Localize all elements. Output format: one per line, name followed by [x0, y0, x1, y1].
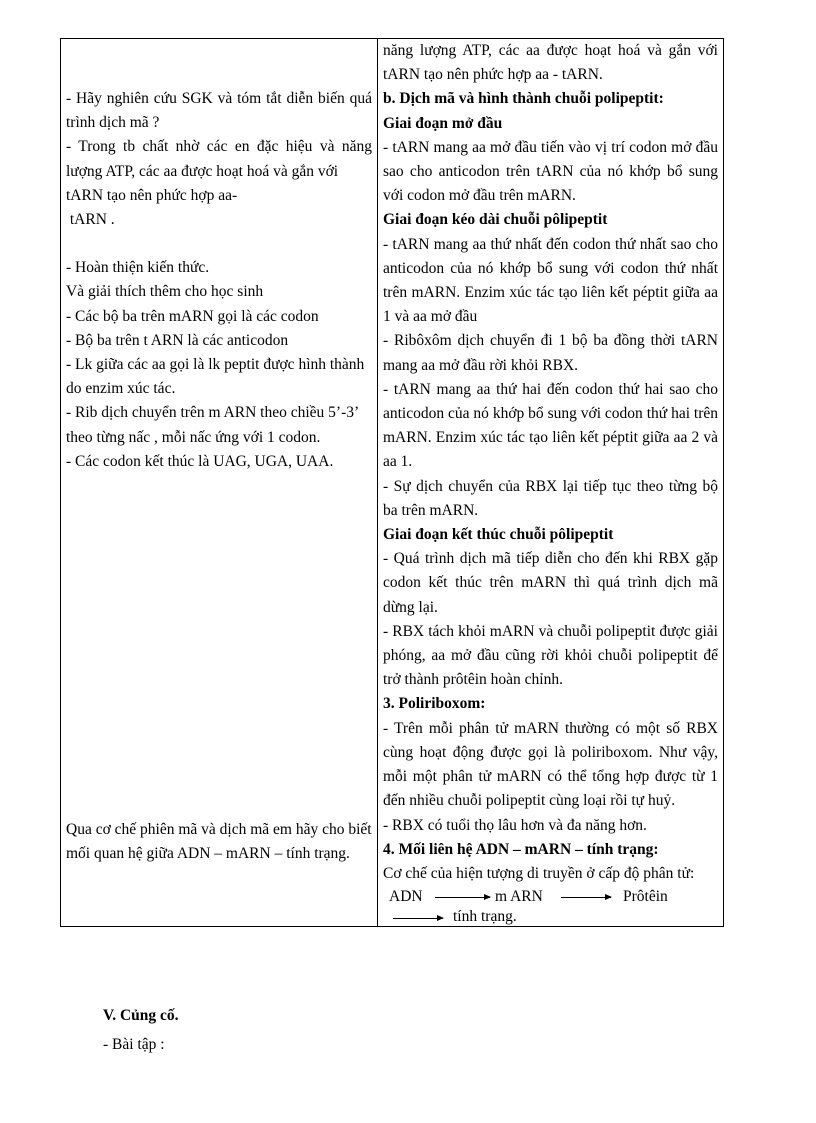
note-item: - Các bộ ba trên mARN gọi là các codon: [66, 307, 319, 325]
section3-heading: 3. Poliriboxom:: [383, 695, 486, 713]
flow-trait: tính trạng.: [453, 908, 517, 926]
flow-adn: ADN: [389, 888, 423, 906]
knowledge-column: [378, 39, 724, 927]
note-item: - Rib dịch chuyển trên m ARN theo chiều 5’-3’ theo từng nấc , mỗi nấc ứng với 1 codon.: [66, 404, 358, 446]
lesson-table: [60, 38, 724, 927]
note-item: - Lk giữa các aa gọi là lk peptit được hình thành do enzim xúc tác.: [66, 356, 365, 398]
stage1-text: - tARN mang aa mở đầu tiến vào vị trí codon mở đầu sao cho anticodon trên tARN của nó khớp bổ sung với codon mở đầu trên mARN.: [383, 138, 718, 205]
flow-marn: m ARN: [495, 888, 543, 906]
note-trna-line1: tARN tạo nên phức hợp aa-: [66, 186, 238, 204]
section3-item: - RBX có tuổi thọ lâu hơn và đa năng hơn.: [383, 816, 647, 834]
note-item: - Hoàn thiện kiến thức.: [66, 259, 210, 277]
note-trong-tb: - Trong tb chất nhờ các en đặc hiệu và năng lượng ATP, các aa được hoạt hoá và gắn với: [66, 138, 372, 180]
stage3-heading: Giai đoạn kết thúc chuỗi pôlipeptit: [383, 526, 614, 544]
note-item: Và giải thích thêm cho học sinh: [66, 283, 264, 301]
stage2-item: - tARN mang aa thứ nhất đến codon thứ nhất sao cho anticodon của nó khớp bổ sung với codon thứ nhất trên mARN. Enzim xúc tác tạo liên kết péptit giữa aa 1 và aa mở đầu: [383, 235, 718, 326]
arrow-right-icon: [435, 897, 490, 898]
molecular-flow-diagram: [383, 886, 718, 926]
note-item: - Bộ ba trên t ARN là các anticodon: [66, 331, 289, 349]
flow-protein: Prôtêin: [623, 888, 668, 906]
section4-text: Cơ chế của hiện tượng di truyền ở cấp độ phân tử:: [383, 864, 695, 882]
stage3-item: - Quá trình dịch mã tiếp diễn cho đến khi RBX gặp codon kết thúc trên mARN thì quá trình dịch mã dừng lại.: [383, 550, 718, 616]
stage2-heading: Giai đoạn kéo dài chuỗi pôlipeptit: [383, 211, 608, 229]
stage1-heading: Giai đoạn mở đầu: [383, 114, 503, 132]
question-relationship: Qua cơ chế phiên mã và dịch mã em hãy cho biết mối quan hệ giữa ADN – mARN – tính trạng.: [66, 821, 372, 863]
section-b-heading: b. Dịch mã và hình thành chuỗi polipeptit:: [383, 90, 664, 108]
exercise-line: - Bài tập :: [103, 1036, 165, 1053]
teacher-student-column: [61, 39, 378, 927]
arrow-right-icon: [561, 897, 611, 898]
arrow-right-icon: [393, 918, 443, 919]
note-item: - Các codon kết thúc là UAG, UGA, UAA.: [66, 452, 334, 470]
stage2-item: - Sự dịch chuyển của RBX lại tiếp tục theo từng bộ ba trên mARN.: [383, 477, 718, 519]
stage2-item: - Ribôxôm dịch chuyển đi 1 bộ ba đồng thời tARN mang aa mở đầu rời khỏi RBX.: [383, 332, 718, 374]
intro-text: năng lượng ATP, các aa được hoạt hoá và gắn với tARN tạo nên phức hợp aa - tARN.: [383, 42, 718, 84]
section3-item: - Trên mỗi phân tử mARN thường có một số RBX cùng hoạt động được gọi là poliriboxom. Như vậy, mỗi một phân tử mARN có thể tổng hợp được từ 1 đến nhiều chuỗi polipeptit cùng loại rồi tự huỷ.: [383, 719, 718, 810]
consolidation-heading: V. Củng cố.: [103, 1007, 179, 1024]
question-translation: - Hãy nghiên cứu SGK và tóm tắt diễn biến quá trình dịch mã ?: [66, 90, 372, 132]
section4-heading: 4. Mối liên hệ ADN – mARN – tính trạng:: [383, 840, 659, 858]
stage3-item: - RBX tách khỏi mARN và chuỗi polipeptit được giải phóng, aa mở đầu cũng rời khỏi chuỗi polipeptit để trở thành prôtêin hoàn chỉnh.: [383, 622, 718, 689]
consolidation-section: [103, 1004, 179, 1057]
note-trna-line2: tARN .: [66, 211, 115, 229]
stage2-item: - tARN mang aa thứ hai đến codon thứ hai sao cho anticodon của nó khớp bổ sung với codon thứ hai trên mARN. Enzim xúc tác tạo liên kết péptit giữa aa 2 và aa 1.: [383, 380, 718, 471]
